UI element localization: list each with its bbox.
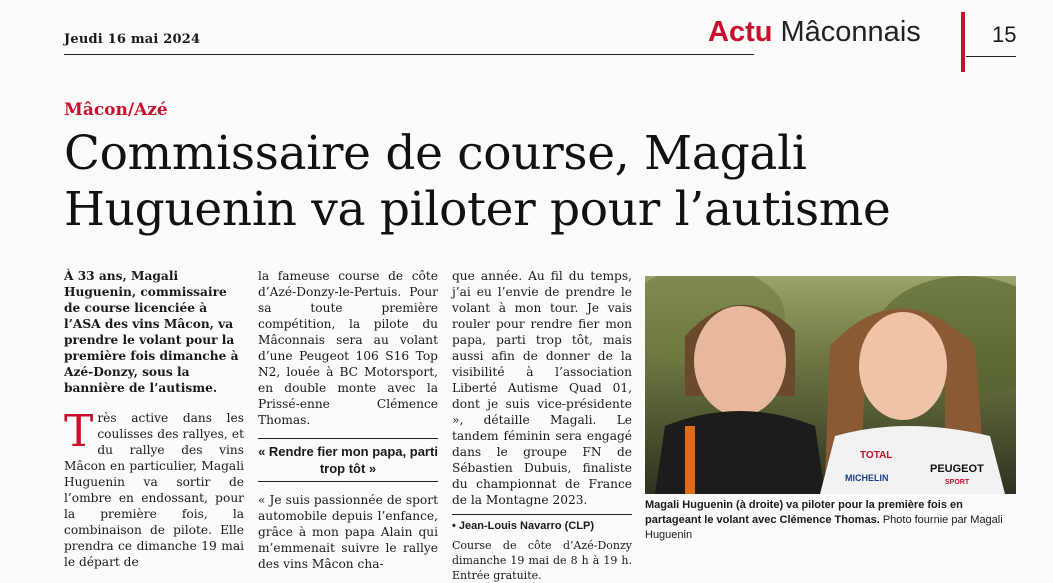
body-paragraph-2a: la fameuse course de côte d’Azé-Donzy-le-Pertuis. Pour sa toute première compétition, la pilote du Mâconnais sera au volant d’une Peugeot 106 S16 Top N2, louée à BC Motorsport, en double monte avec la Prissé-enne Clémence Thomas. xyxy=(258,269,438,427)
body-text-1 xyxy=(64,406,244,570)
header-date: Jeudi 16 mai 2024 xyxy=(64,32,201,47)
right-person-suit xyxy=(820,426,1005,494)
caption-text: Magali Huguenin (à droite) va piloter pour la première fois en partageant le volant avec Clémence Thomas. xyxy=(645,499,963,526)
left-person-face xyxy=(694,306,786,416)
headline: Commissaire de course, Magali Huguenin va piloter pour l’autisme xyxy=(64,126,891,237)
section-title xyxy=(708,16,921,49)
header-rule-right xyxy=(966,56,1016,57)
article-lead: À 33 ans, Magali Huguenin, commissaire de course licenciée à l’ASA des vins Mâcon, va prendre le volant pour la première fois dimanche à Azé-Donzy, sous la bannière de l’autisme. xyxy=(64,269,239,395)
header-red-bar xyxy=(961,12,965,72)
header-rule xyxy=(64,54,754,55)
column-2 xyxy=(258,268,438,572)
column-3 xyxy=(452,268,632,583)
photo-credit: Photo fournie par Magali Huguenin xyxy=(645,514,1003,541)
body-paragraph-1: rès active dans les coulisses des rallyes, et du rallye des vins Mâcon en particulier, Magali Huguenin va sortir de l’ombre en endossant, pour la première fois, la combinaison de pilote. Elle prendra ce dimanche 19 mai le départ de xyxy=(64,411,244,569)
left-suit-stripe xyxy=(685,426,695,494)
photo-illustration xyxy=(645,276,1016,494)
kicker: Mâcon/Azé xyxy=(64,100,168,120)
right-person-face xyxy=(859,312,947,420)
info-box: Course de côte d’Azé-Donzy dimanche 19 mai de 8 h à 19 h. Entrée gratuite. xyxy=(452,539,632,582)
suit-logo-michelin: MICHELIN xyxy=(845,473,889,483)
section-title-black: Mâconnais xyxy=(780,16,921,48)
body-paragraph-2b: « Je suis passionnée de sport automobile depuis l’enfance, grâce à mon papa Alain qui m’emmenait suivre le rallye des vins Mâcon cha- xyxy=(258,493,438,571)
suit-logo-peugeot: PEUGEOT xyxy=(930,463,984,475)
left-person-suit xyxy=(655,411,825,494)
photo-caption xyxy=(645,498,1016,543)
page-number: 15 xyxy=(992,22,1017,47)
suit-logo-total: TOTAL xyxy=(860,450,893,461)
article-photo xyxy=(645,276,1016,494)
column-1 xyxy=(64,268,244,570)
suit-logo-sport: SPORT xyxy=(945,479,970,486)
subhead: « Rendre fier mon papa, parti trop tôt » xyxy=(258,438,438,482)
section-title-red: Actu xyxy=(708,16,773,48)
body-paragraph-3: que année. Au fil du temps, j’ai eu l’envie de prendre le volant à mon tour. Je vais rouler pour rendre fier mon papa, parti trop tôt, mais aussi afin de donner de la visibilité à l’association Liberté Autisme Quad 01, dont je suis vice-présidente », détaille Magali. Le tandem féminin sera engagé dans le groupe FN de Sébastien Dubuis, finaliste du championnat de France de la Montagne 2023. xyxy=(452,269,632,507)
drop-cap: T xyxy=(64,406,94,457)
byline: • Jean-Louis Navarro (CLP) xyxy=(452,514,632,534)
